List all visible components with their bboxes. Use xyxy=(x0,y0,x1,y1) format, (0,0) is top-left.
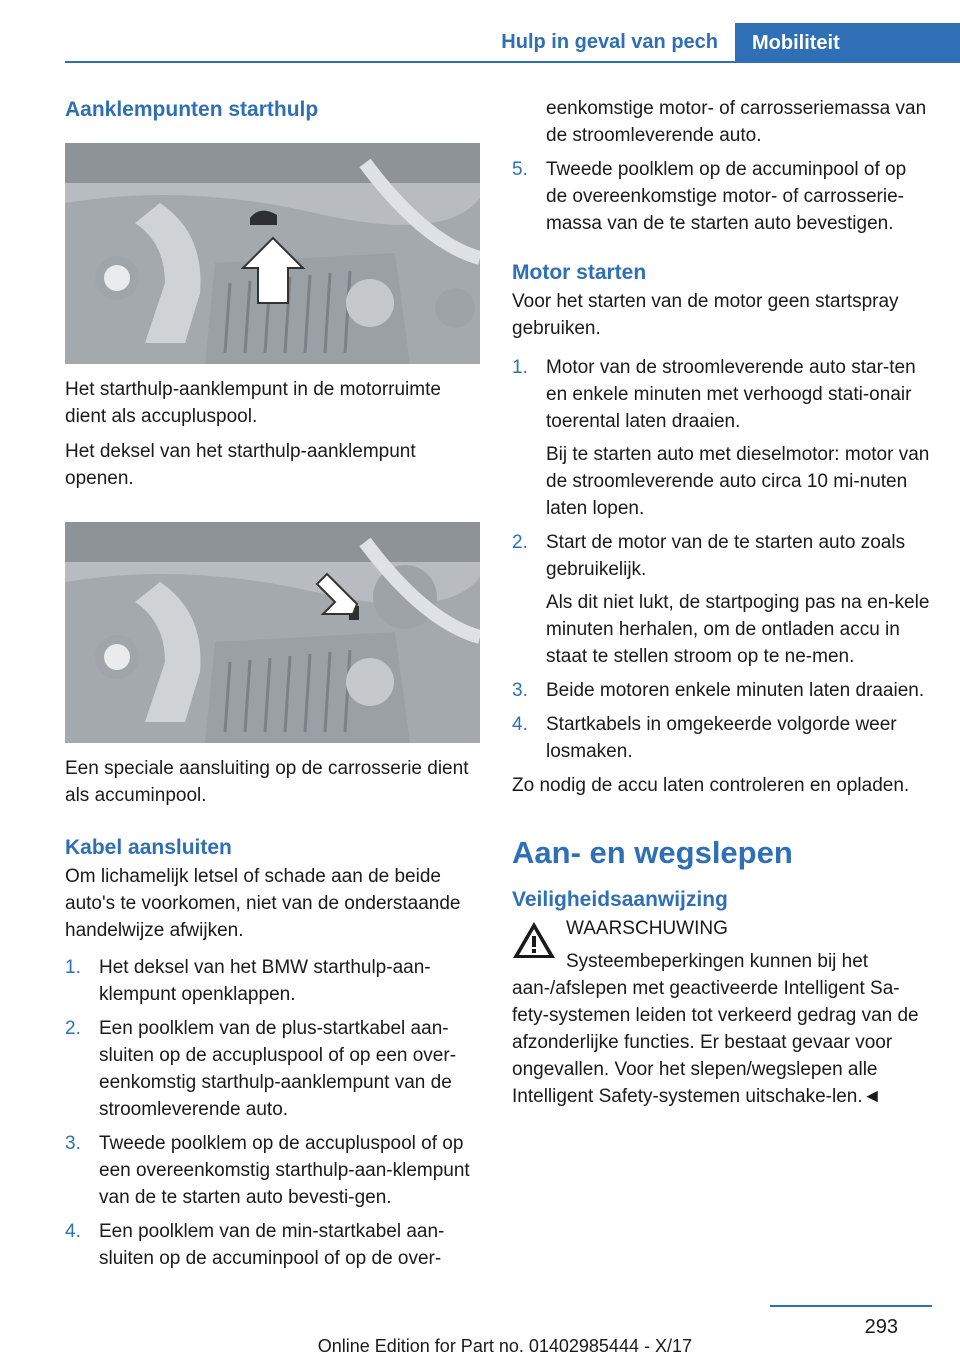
section-title: Hulp in geval van pech xyxy=(484,23,735,61)
caption-plus-terminal: Het starthulp-aanklempunt in de motorruimte dient als accupluspool. xyxy=(65,379,441,427)
engine-photo-plus-terminal xyxy=(65,143,480,364)
left-column xyxy=(65,95,480,1279)
engine-photo-minus-terminal xyxy=(65,522,480,743)
list-item: 1. Motor van de stroomleverende auto star‐ten en enkele minuten met verhoogd stati‐onair toerental laten draaien. Bij te starten auto met dieselmotor: motor van de stroomleverende auto circa 10 mi‐nuten laten lopen. xyxy=(512,357,930,519)
heading-motor-starten: Motor starten xyxy=(512,261,647,284)
heading-kabel-aansluiten: Kabel aansluiten xyxy=(65,836,232,859)
caption-minus-terminal: Een speciale aansluiting op de carrosserie dient als accuminpool. xyxy=(65,758,469,806)
warning-label: WAARSCHUWING xyxy=(566,918,728,939)
connect-steps-continued xyxy=(512,156,932,237)
start-steps-list xyxy=(512,354,932,765)
list-item: 4. Een poolklem van de min-startkabel aan‐sluiten op de accuminpool of op de over‐ xyxy=(65,1221,445,1269)
caption-open-cover: Het deksel van het starthulp-aanklempunt openen. xyxy=(65,441,416,489)
edition-note: Online Edition for Part no. 01402985444 - X/17 xyxy=(317,1336,692,1356)
warning-triangle-icon xyxy=(512,921,556,959)
list-item: 1. Het deksel van het BMW starthulp-aan‐klempunt openklappen. xyxy=(65,957,431,1005)
warning-block xyxy=(512,915,932,975)
header-rule xyxy=(65,61,960,63)
warning-text: aan-/afslepen met geactiveerde Intelligent Sa‐fety-systemen leiden tot verkeerd gedrag van de afzonderlijke functies. Er bestaat gevaar voor ongevallen. Voor het slepen/wegslepen alle Intelligent Safety-systemen uitschake‐len.◄ xyxy=(512,978,919,1107)
list-item: 3. Beide motoren enkele minuten laten draaien. xyxy=(512,680,925,701)
list-item: 2. Een poolklem van de plus-startkabel aan‐sluiten op de accupluspool of op een over‐eenkomstig starthulp-aanklempunt van de stroomleverende auto. xyxy=(65,1018,457,1120)
chapter-tab: Mobiliteit xyxy=(735,23,960,63)
list-item: 5. Tweede poolklem op de accuminpool of op de overeenkomstige motor- of carrosserie‐massa van de te starten auto bevestigen. xyxy=(512,159,907,234)
footer-rule xyxy=(770,1305,932,1307)
list-item: 2. Start de motor van de te starten auto zoals gebruikelijk. Als dit niet lukt, de startpoging pas na en‐kele minuten herhalen, om de ontladen accu in staat te stellen stroom op te ne‐men. xyxy=(512,532,930,667)
heading-veiligheidsaanwijzing: Veiligheidsaanwijzing xyxy=(512,888,728,911)
right-column xyxy=(512,95,932,1110)
connect-steps-list xyxy=(65,954,480,1272)
page-header xyxy=(65,23,960,63)
warning-first-line: Systeembeperkingen kunnen bij het xyxy=(566,951,869,972)
intro-kabel: Om lichamelijk letsel of schade aan de beide auto's te voorkomen, niet van de onderstaande handelwijze afwijken. xyxy=(65,866,461,941)
heading-aanklempunten: Aanklempunten starthulp xyxy=(65,98,319,121)
heading-aan-en-wegslepen: Aan- en wegslepen xyxy=(512,835,793,870)
continued-step: eenkomstige motor- of carrosseriemassa van de stroomleverende auto. xyxy=(546,98,927,146)
intro-motor-starten: Voor het starten van de motor geen startspray gebruiken. xyxy=(512,291,899,339)
page-number: 293 xyxy=(864,1316,898,1338)
list-item: 4. Startkabels in omgekeerde volgorde weer losmaken. xyxy=(512,714,897,762)
list-item: 3. Tweede poolklem op de accupluspool of op een overeenkomstig starthulp-aan‐klempunt van de te starten auto bevesti‐gen. xyxy=(65,1133,470,1208)
outro-motor-starten: Zo nodig de accu laten controleren en opladen. xyxy=(512,775,910,796)
